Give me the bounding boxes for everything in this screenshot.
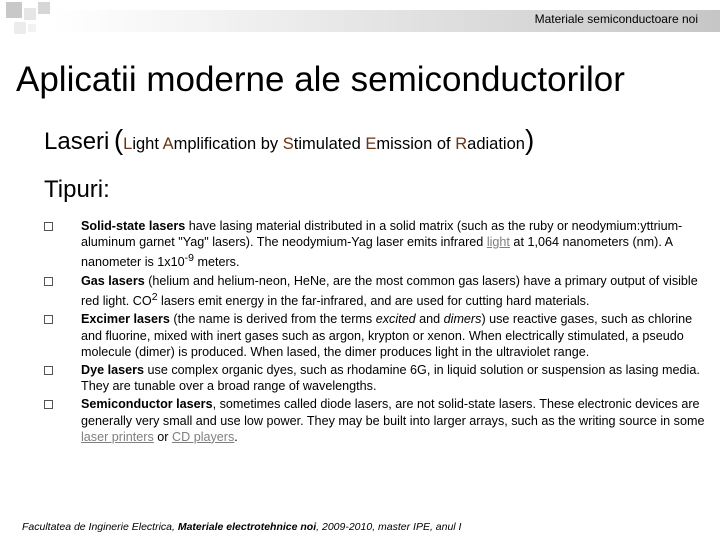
description-text: , sometimes called diode lasers, are not solid-state lasers. These electronic devices are generally very small and use low power. They may be built into larger arrays, such as the writing source in some	[81, 397, 705, 428]
laser-type-name: Semiconductor lasers	[81, 397, 213, 412]
acronym-word-rest: timulated	[293, 135, 366, 153]
square-bullet-icon	[44, 400, 53, 409]
footer-prefix: Facultatea de Inginerie Electrica,	[22, 521, 178, 533]
square-bullet-icon	[44, 315, 53, 324]
acronym-initial: E	[365, 135, 377, 153]
description-text: ) use reactive gases, such as chlorine and fluorine, mixed with inert gases such as argon, krypton or xenon. When electrically stimulated, a pseudo molecule (dimer) is produced. When lased, the dimer produces light in the ultraviolet range.	[81, 312, 693, 359]
list-item-text	[81, 218, 712, 271]
acronym-initial: S	[282, 135, 294, 153]
footer	[22, 521, 461, 533]
superscript: 2	[151, 291, 158, 303]
footer-course: Materiale electrotehnice noi	[177, 521, 317, 533]
description-text: (helium and helium-neon, HeNe, are the most common gas lasers) have a primary output of visible red light. CO	[81, 273, 698, 309]
acronym-initial: R	[455, 135, 468, 153]
acronym-word-rest: adiation	[467, 135, 525, 153]
inline-link[interactable]: laser printers	[81, 429, 154, 444]
slide-title: Aplicatii moderne ale semiconductorilor	[16, 60, 625, 99]
list-item	[44, 273, 712, 310]
description-text: and	[415, 312, 444, 327]
laser-type-name: Dye lasers	[81, 363, 145, 377]
list-item-text	[81, 396, 712, 445]
square-bullet-icon	[44, 222, 53, 231]
list-item	[44, 396, 712, 445]
list-item-text	[81, 311, 712, 360]
square-bullet-icon	[44, 366, 53, 375]
subtitle-open-paren: (	[113, 124, 124, 155]
description-text: at 1,064 nanometers (nm). A nanometer is 1x10	[81, 235, 673, 270]
list-item-text	[81, 362, 712, 394]
list-item-text	[81, 273, 712, 310]
square-bullet-icon	[44, 277, 53, 286]
description-text: lasers emit energy in the far-infrared, and are used for cutting hard materials.	[157, 294, 590, 309]
subtitle-close-paren: )	[524, 124, 535, 155]
inline-link[interactable]: light	[486, 235, 510, 250]
list-item	[44, 362, 712, 394]
acronym-word-rest: mission of	[376, 135, 456, 153]
description-text: use complex organic dyes, such as rhodamine 6G, in liquid solution or suspension as lasing media. They are tunable over a broad range of wavelengths.	[81, 363, 700, 394]
emphasis-text: dimers	[443, 312, 482, 327]
description-text: or	[153, 429, 172, 444]
subtitle	[44, 124, 534, 156]
description-text: (the name is derived from the terms	[169, 312, 376, 327]
acronym-expansion	[123, 135, 525, 153]
section-heading: Tipuri:	[44, 176, 110, 203]
laser-type-name: Excimer lasers	[81, 312, 170, 327]
inline-link[interactable]: CD players	[172, 429, 235, 444]
header-text: Materiale semiconductoare noi	[534, 12, 698, 26]
laser-type-name: Gas lasers	[81, 273, 145, 288]
list-item	[44, 218, 712, 271]
description-text: meters.	[193, 255, 240, 270]
footer-suffix: , 2009-2010, master IPE, anul I	[316, 521, 462, 533]
laser-type-name: Solid-state lasers	[81, 219, 186, 233]
acronym-word-rest: mplification by	[173, 135, 283, 153]
acronym-initial: L	[123, 135, 133, 153]
emphasis-text: excited	[375, 312, 416, 327]
description-text: have lasing material distributed in a solid matrix (such as the ruby or neodymium:yttrium-aluminum garnet "Yag" lasers). The neodymium-Yag laser emits infrared	[81, 219, 683, 250]
list-item	[44, 311, 712, 360]
acronym-initial: A	[162, 135, 174, 153]
subtitle-main: Laseri	[44, 128, 110, 155]
superscript: -9	[184, 252, 194, 265]
laser-types-list	[44, 218, 712, 447]
acronym-word-rest: ight	[132, 135, 163, 153]
description-text: .	[234, 429, 238, 444]
